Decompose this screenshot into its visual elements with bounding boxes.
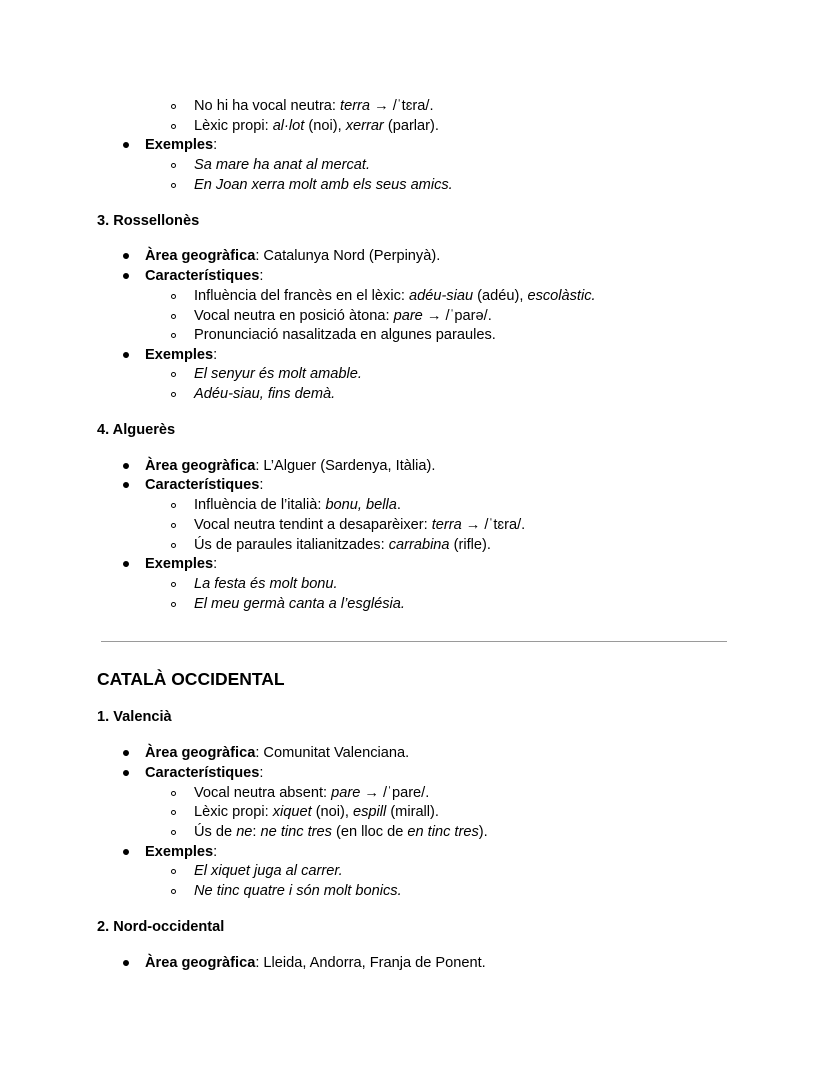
- list-item: Característiques:: [145, 763, 263, 783]
- list-item: Característiques:: [145, 266, 263, 286]
- list-item: El xiquet juga al carrer.: [194, 861, 343, 881]
- bullet-icon: [123, 273, 129, 279]
- list-item: Característiques:: [145, 475, 263, 495]
- list-item: En Joan xerra molt amb els seus amics.: [194, 175, 453, 195]
- hollow-bullet-icon: [171, 392, 176, 397]
- hollow-bullet-icon: [171, 523, 176, 528]
- hollow-bullet-icon: [171, 333, 176, 338]
- list-item: La festa és molt bonu.: [194, 574, 338, 594]
- list-item: Ús de paraules italianitzades: carrabina (rifle).: [194, 535, 491, 555]
- list-item: Àrea geogràfica: Comunitat Valenciana.: [145, 743, 409, 763]
- list-item: Adéu-siau, fins demà.: [194, 384, 335, 404]
- list-item: Ne tinc quatre i són molt bonics.: [194, 881, 402, 901]
- section-heading-rossellones: 3. Rossellonès: [97, 213, 200, 229]
- section-heading-valencia: 1. Valencià: [97, 709, 172, 725]
- section-heading-nord-occidental: 2. Nord-occidental: [97, 919, 225, 935]
- section-heading-algueres: 4. Alguerès: [97, 422, 176, 438]
- list-item: Vocal neutra en posició àtona: pare → /ˈparə/.: [194, 306, 492, 326]
- list-item: Vocal neutra tendint a desaparèixer: terra → /ˈtɛra/.: [194, 515, 525, 535]
- hollow-bullet-icon: [171, 314, 176, 319]
- list-item: Lèxic propi: al·lot (noi), xerrar (parlar).: [194, 116, 439, 136]
- bullet-icon: [123, 142, 129, 148]
- list-item: Ús de ne: ne tinc tres (en lloc de en tinc tres).: [194, 822, 488, 842]
- list-item: No hi ha vocal neutra: terra → /ˈtɛra/.: [194, 96, 434, 116]
- bullet-icon: [123, 960, 129, 966]
- bullet-icon: [123, 482, 129, 488]
- section-title-catala-occidental: CATALÀ OCCIDENTAL: [97, 669, 285, 689]
- list-item: Influència del francès en el lèxic: adéu-siau (adéu), escolàstic.: [194, 286, 596, 306]
- bullet-icon: [123, 463, 129, 469]
- list-item: Pronunciació nasalitzada en algunes paraules.: [194, 325, 496, 345]
- list-item: Exemples:: [145, 345, 217, 365]
- horizontal-divider: [101, 641, 727, 642]
- hollow-bullet-icon: [171, 582, 176, 587]
- list-item: Àrea geogràfica: L’Alguer (Sardenya, Itàlia).: [145, 456, 435, 476]
- hollow-bullet-icon: [171, 503, 176, 508]
- list-item: Àrea geogràfica: Catalunya Nord (Perpinyà).: [145, 246, 440, 266]
- hollow-bullet-icon: [171, 294, 176, 299]
- hollow-bullet-icon: [171, 810, 176, 815]
- hollow-bullet-icon: [171, 372, 176, 377]
- list-item: Exemples:: [145, 135, 217, 155]
- bullet-icon: [123, 750, 129, 756]
- list-item: Àrea geogràfica: Lleida, Andorra, Franja de Ponent.: [145, 953, 486, 973]
- hollow-bullet-icon: [171, 602, 176, 607]
- bullet-icon: [123, 561, 129, 567]
- list-item: Vocal neutra absent: pare → /ˈpare/.: [194, 783, 429, 803]
- bullet-icon: [123, 770, 129, 776]
- hollow-bullet-icon: [171, 830, 176, 835]
- list-item: El senyur és molt amable.: [194, 364, 362, 384]
- bullet-icon: [123, 253, 129, 259]
- hollow-bullet-icon: [171, 163, 176, 168]
- list-item: Influència de l’italià: bonu, bella.: [194, 495, 401, 515]
- hollow-bullet-icon: [171, 124, 176, 129]
- hollow-bullet-icon: [171, 889, 176, 894]
- list-item: El meu germà canta a l’església.: [194, 594, 405, 614]
- hollow-bullet-icon: [171, 543, 176, 548]
- list-item: Lèxic propi: xiquet (noi), espill (mirall).: [194, 802, 439, 822]
- hollow-bullet-icon: [171, 869, 176, 874]
- hollow-bullet-icon: [171, 791, 176, 796]
- list-item: Exemples:: [145, 842, 217, 862]
- list-item: Exemples:: [145, 554, 217, 574]
- hollow-bullet-icon: [171, 183, 176, 188]
- list-item: Sa mare ha anat al mercat.: [194, 155, 370, 175]
- bullet-icon: [123, 849, 129, 855]
- bullet-icon: [123, 352, 129, 358]
- hollow-bullet-icon: [171, 104, 176, 109]
